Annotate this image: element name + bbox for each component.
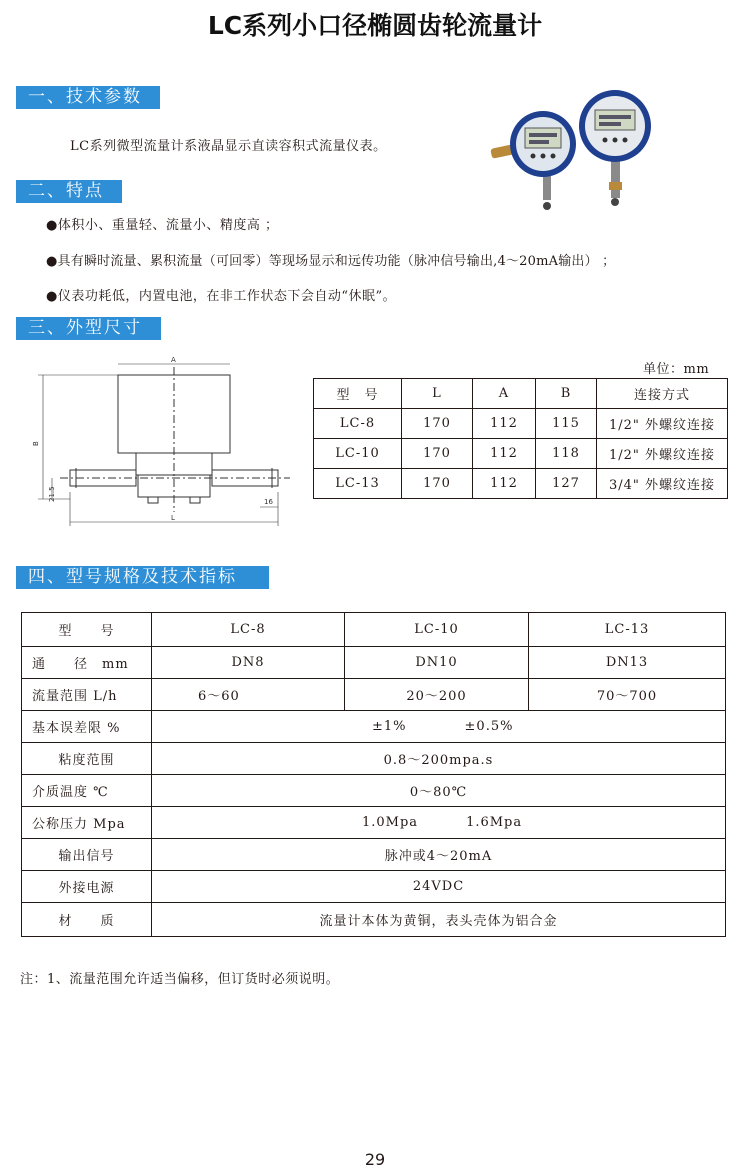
table-row <box>314 469 728 499</box>
pressure-value: 1.0Mpa <box>362 815 419 830</box>
table-row <box>22 839 726 871</box>
error-value: ±1% <box>372 719 407 734</box>
bullet-icon: ● <box>46 289 58 304</box>
table-cell: LC-10 <box>314 439 402 469</box>
dim-label-l: L <box>171 514 175 522</box>
table-cell: 流量计本体为黄铜，表头壳体为铝合金 <box>152 903 726 937</box>
table-cell: DN13 <box>529 647 726 679</box>
page-number: 29 <box>364 1150 386 1169</box>
table-cell: 1/2" 外螺纹连接 <box>597 439 728 469</box>
table-header-cell: 型 号 <box>314 379 402 409</box>
flowmeter-device-right <box>579 90 651 206</box>
footnote: 注：1、流量范围允许适当偏移，但订货时必须说明。 <box>20 972 340 987</box>
table-cell: 112 <box>473 409 536 439</box>
dim-label-b: B <box>32 441 40 446</box>
table-cell <box>152 807 726 839</box>
table-row <box>22 903 726 937</box>
table-cell: 20～200 <box>345 679 529 711</box>
spec-label: 介质温度 ℃ <box>22 775 152 807</box>
table-cell: LC-13 <box>314 469 402 499</box>
table-row <box>22 775 726 807</box>
feature-text: 体积小、重量轻、流量小、精度高 ； <box>57 218 279 233</box>
table-cell: 0.8～200mpa.s <box>152 743 726 775</box>
spec-label: 外接电源 <box>22 871 152 903</box>
dimension-table <box>313 378 728 499</box>
spec-label: 粘度范围 <box>22 743 152 775</box>
spec-label: 通 径 mm <box>22 647 152 679</box>
table-cell: 24VDC <box>152 871 726 903</box>
page-title: LC系列小口径椭圆齿轮流量计 <box>207 11 543 40</box>
spec-label: 材 质 <box>22 903 152 937</box>
table-cell: LC-8 <box>152 613 345 647</box>
table-header-cell: A <box>473 379 536 409</box>
pressure-value: 1.6Mpa <box>466 815 523 830</box>
table-row <box>314 409 728 439</box>
table-cell: 170 <box>402 469 473 499</box>
table-row <box>22 871 726 903</box>
table-row <box>22 613 726 647</box>
table-header-cell: L <box>402 379 473 409</box>
table-cell: 6～60 <box>152 679 345 711</box>
unit-label: 单位：mm <box>643 362 710 377</box>
section-header-tech-params: 一、技术参数 <box>16 86 160 109</box>
error-value: ±0.5% <box>464 719 514 734</box>
table-cell: 112 <box>473 469 536 499</box>
spec-table <box>21 612 726 937</box>
table-cell: 127 <box>536 469 597 499</box>
table-cell: 1/2" 外螺纹连接 <box>597 409 728 439</box>
table-cell: 170 <box>402 439 473 469</box>
dimension-drawing <box>30 352 300 530</box>
table-row <box>22 807 726 839</box>
feature-item <box>46 285 396 304</box>
feature-text: 仪表功耗低，内置电池，在非工作状态下会自动“休眠”。 <box>57 289 397 304</box>
table-cell: DN10 <box>345 647 529 679</box>
intro-text: LC系列微型流量计系液晶显示直读容积式流量仪表。 <box>70 139 387 154</box>
bullet-icon: ● <box>46 218 58 233</box>
table-cell: DN8 <box>152 647 345 679</box>
table-cell: 3/4" 外螺纹连接 <box>597 469 728 499</box>
spec-label: 流量范围 L/h <box>22 679 152 711</box>
table-cell: 170 <box>402 409 473 439</box>
section-header-specs: 四、型号规格及技术指标 <box>16 566 269 589</box>
feature-text: 具有瞬时流量、累积流量（可回零）等现场显示和远传功能（脉冲信号输出,4～20mA输出） ； <box>57 254 616 269</box>
dim-label-h: 21.5 <box>48 486 56 502</box>
dim-label-d: 16 <box>264 498 273 506</box>
dim-label-a: A <box>171 356 176 364</box>
table-row <box>22 647 726 679</box>
table-cell: 118 <box>536 439 597 469</box>
table-header-cell: 连接方式 <box>597 379 728 409</box>
feature-item <box>46 214 278 233</box>
table-cell: 112 <box>473 439 536 469</box>
table-cell: 115 <box>536 409 597 439</box>
table-cell: 脉冲或4～20mA <box>152 839 726 871</box>
spec-label: 输出信号 <box>22 839 152 871</box>
table-row <box>314 439 728 469</box>
table-cell: LC-8 <box>314 409 402 439</box>
feature-item <box>46 250 615 269</box>
table-header-row <box>314 379 728 409</box>
table-cell: 70～700 <box>529 679 726 711</box>
spec-label: 基本误差限 % <box>22 711 152 743</box>
table-cell <box>152 711 726 743</box>
table-header-cell: B <box>536 379 597 409</box>
table-cell: 0～80℃ <box>152 775 726 807</box>
flowmeter-device-left <box>490 111 576 210</box>
spec-label: 公称压力 Mpa <box>22 807 152 839</box>
table-row <box>22 679 726 711</box>
section-header-dimensions: 三、外型尺寸 <box>16 317 161 340</box>
table-cell: LC-13 <box>529 613 726 647</box>
bullet-icon: ● <box>46 254 58 269</box>
table-cell: LC-10 <box>345 613 529 647</box>
product-photo <box>485 88 675 213</box>
table-row <box>22 711 726 743</box>
spec-label: 型 号 <box>22 613 152 647</box>
table-row <box>22 743 726 775</box>
section-header-features: 二、特点 <box>16 180 122 203</box>
